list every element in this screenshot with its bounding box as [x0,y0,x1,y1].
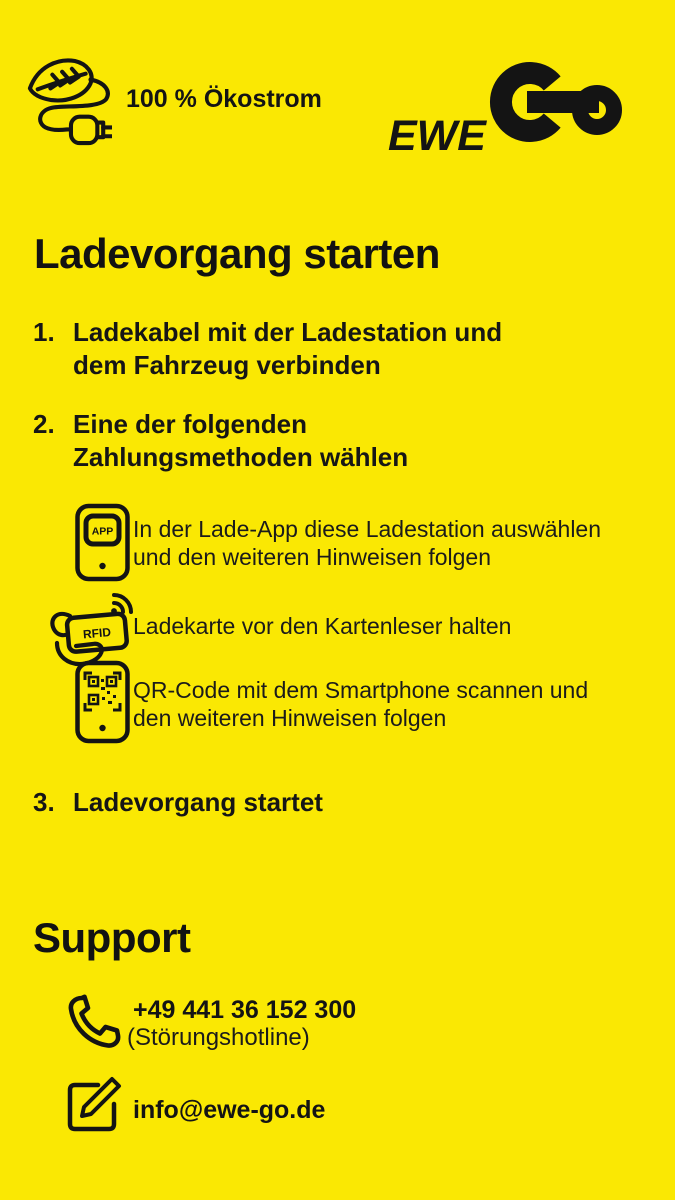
step-text: Eine der folgenden Zahlungsmethoden wählen [73,409,409,472]
payment-method-qr-text: QR-Code mit dem Smartphone scannen und den weiteren Hinweisen folgen [133,677,589,731]
phone-label: (Störungshotline) [127,1024,310,1051]
qr-code-phone-icon [74,660,131,746]
ewe-go-logo [386,50,644,170]
step-text: Ladevorgang startet [73,787,323,817]
step-item-2 [33,408,633,474]
step-number: 1. [33,317,55,347]
page-title: Ladevorgang starten [34,230,440,277]
logo-go-mark [501,73,614,131]
phone-number: +49 441 36 152 300 [133,996,357,1024]
email-compose-icon [62,1076,124,1136]
support-title: Support [33,914,191,961]
phone-handset-icon [62,990,126,1054]
logo-ewe-text: EWE [388,112,486,160]
step-text: Ladekabel mit der Ladestation und dem Fahrzeug verbinden [73,317,503,380]
leaf-plug-icon [26,52,112,156]
app-phone-icon [74,503,131,582]
email-address: info@ewe-go.de [133,1096,326,1124]
payment-method-app-text: In der Lade-App diese Ladestation auswählen und den weiteren Hinweisen folgen [133,516,602,570]
step-number: 2. [33,409,55,439]
payment-method-rfid-text: Ladekarte vor den Kartenleser halten [133,613,512,639]
app-badge: APP [91,525,114,538]
step-number: 3. [33,787,55,817]
rfid-badge: RFID [82,625,112,642]
step-item-1 [33,316,633,382]
step-item-3 [33,786,633,819]
eco-label: 100 % Ökostrom [126,85,322,113]
